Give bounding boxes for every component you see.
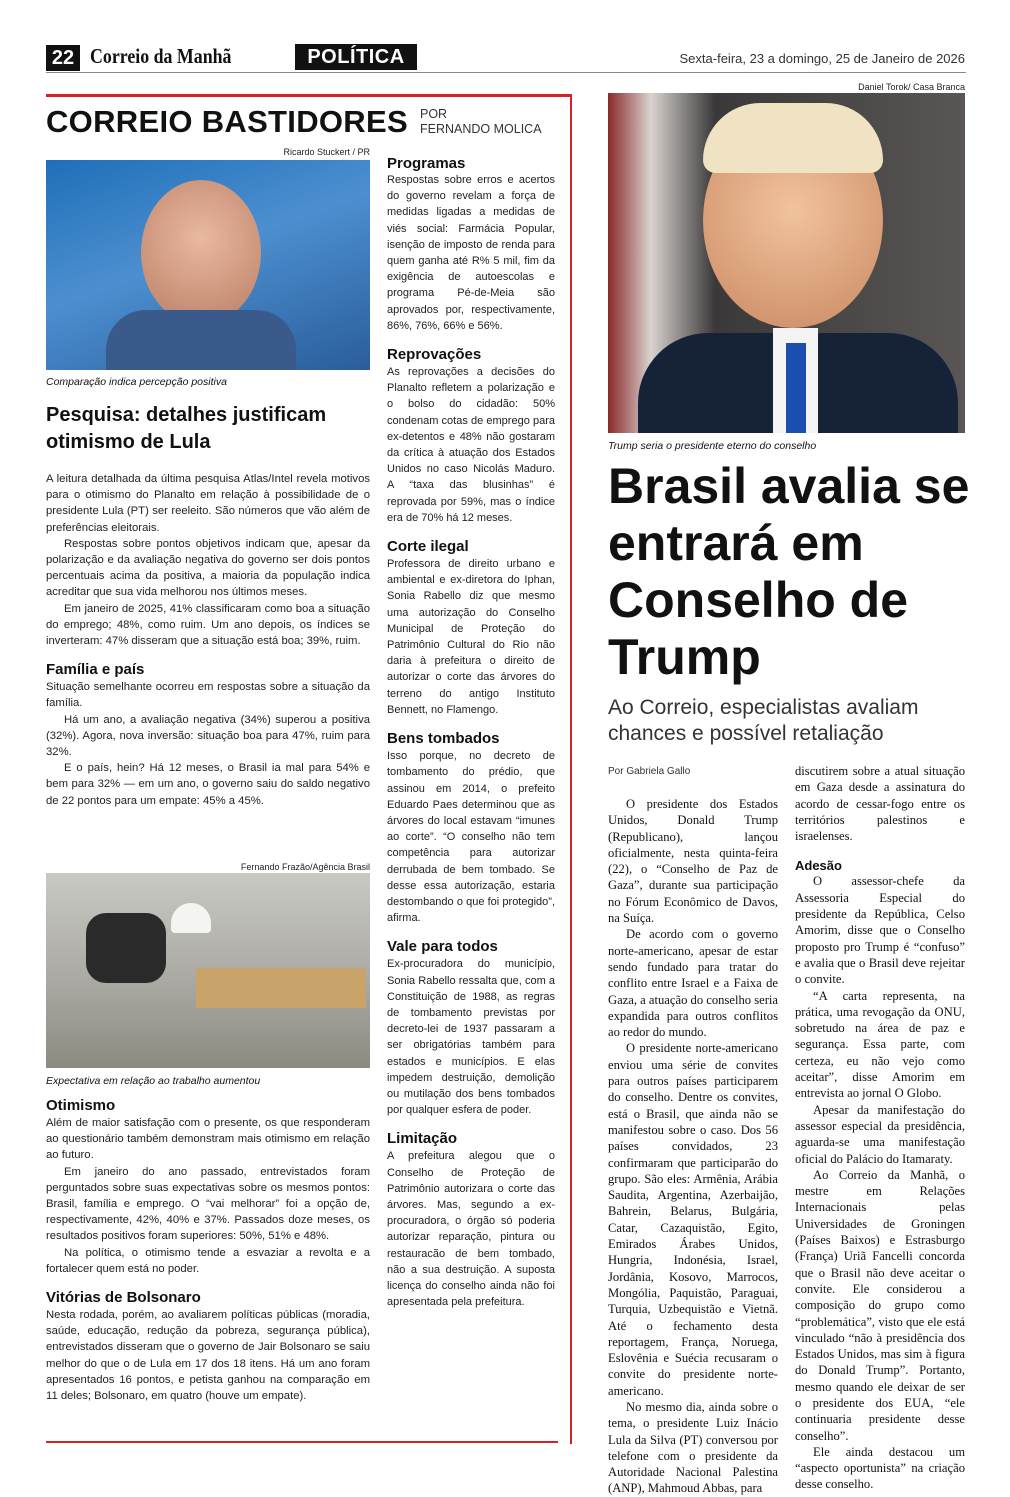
paragraph: Nesta rodada, porém, ao avaliarem políticas públicas (moradia, saúde, educação, redução da pobreza, segurança pública), entrevistados disseram que o governo de Jair Bolsonaro se saiu melhor do que o de Lula em 17 dos 18 itens. Há um ano foram apresentados 16 pontos, e petista ganhou na comparação em 11 deles; Bolsonaro, em quatro (houve um empate). bbox=[46, 1309, 370, 1403]
note-title: Vale para todos bbox=[387, 938, 498, 956]
subheading: Vitórias de Bolsonaro bbox=[46, 1289, 201, 1307]
subheading: Otimismo bbox=[46, 1097, 116, 1114]
paragraph: O presidente norte-americano enviou uma série de convites para outros países participarem do conselho. Dentre os convites, está o Brasil, que ainda não se manifestou sobre o caso. Dos 56 países convidados, 23 confirmaram que participarão do grupo. São eles: Armênia, Arábia Saudita, Argentina, Azerbaijão, Bahrein, Belarus, Bulgária, Catar, Cazaquistão, Egito, Emirados Árabes Unidos, Hungria, Indonésia, Israel, Jordânia, Kosovo, Marrocos, Mongólia, Paquistão, Paraguai, Turquia, Uzbequistão e Vietnã. Até o fechamento desta reportagem, França, Noruega, Eslovênia e Suécia recusaram o convite do presidente norte-americano. bbox=[608, 1041, 778, 1398]
note-text: Professora de direito urbano e ambiental e ex-diretora do Iphan, Sonia Rabello diz que mesmo uma autorização do Conselho Municipal de Proteção do Patrimônio Cultural do Rio não daria à prefeitura o direito de autorizar o corte das árvores do terreno do antigo Instituto Bennett, no Flamengo. bbox=[387, 558, 555, 716]
paragraph: Em janeiro do ano passado, entrevistados foram perguntados sobre suas expectativas sobre os mesmos pontos: Brasil, família e emprego. O “vai melhorar” foi a opção de, respectivamente, 42%, 40% e 37%. Passados doze meses, os resultados positivos foram superiores: 50%, 51% e 48%. bbox=[46, 1165, 370, 1243]
article-headline: Brasil avalia se entrará em Conselho de Trump bbox=[608, 458, 970, 685]
note-title: Limitação bbox=[387, 1130, 458, 1148]
article-byline: Por Gabriela Gallo bbox=[608, 766, 691, 777]
article-body-continued bbox=[46, 1097, 370, 1404]
note-title: Programas bbox=[387, 155, 466, 172]
note-title: Bens tombados bbox=[387, 730, 500, 748]
note-text: Ex-procuradora do município, Sonia Rabello ressalta que, com a Constituição de 1988, as regras de tombamento previstas por decreto-lei de 1937 passaram a ser obrigatórias também para estados e municípios. E elas impedem destruição, demolição ou mutilação dos bens tombados por qualquer esfera de poder. bbox=[387, 958, 555, 1117]
header-rule bbox=[46, 72, 966, 73]
photo-credit: Daniel Torok/ Casa Branca bbox=[858, 82, 965, 92]
subheading: Família e país bbox=[46, 661, 145, 679]
frame-bottom-rule bbox=[46, 1441, 558, 1443]
paragraph: Ao Correio da Manhã, o mestre em Relações Internacionais pelas Universidades de Groningen (Países Baixos) e Estrasburgo (França) Uriã Fancelli concorda que o Brasil não deve aceitar o convite. Ele considerou a composição do grupo como “problemática”, visto que ele está vinculado “não à presidência dos Estados Unidos, mas sim à figura do Donald Trump”. Portanto, mesmo quando ele deixar de ser o presidente dos EUA, “ele continuaria presidente desse conselho”. bbox=[795, 1167, 965, 1443]
paragraph: No mesmo dia, ainda sobre o tema, o presidente Luiz Inácio Lula da Silva (PT) conversou por telefone com o presidente da Autoridade Nacional Palestina (ANP), Mahmoud Abbas, para bbox=[608, 1399, 778, 1496]
paragraph: Na política, o otimismo tende a esvaziar a revolta e a fortalecer quem está no poder. bbox=[46, 1246, 370, 1275]
paragraph: Respostas sobre pontos objetivos indicam que, apesar da polarização e da avaliação negativa do governo ser dois pontos percentuais acima da positiva, a maioria da população indica acreditar que sua vida melhorou nos últimos meses. bbox=[46, 537, 370, 599]
column-byline bbox=[420, 107, 542, 137]
article-column-1 bbox=[608, 796, 778, 1497]
paragraph: Além de maior satisfação com o presente, os que responderam ao questionário também demonstram mais otimismo em relação ao futuro. bbox=[46, 1117, 370, 1162]
page-number: 22 bbox=[46, 45, 80, 71]
frame-side-rule bbox=[570, 94, 572, 1444]
column-title: CORREIO BASTIDORES bbox=[46, 104, 408, 139]
frame-top-rule bbox=[46, 94, 572, 97]
photo-caption: Expectativa em relação ao trabalho aumentou bbox=[46, 1075, 261, 1087]
paragraph: Apesar da manifestação do assessor especial da presidência, aguarda-se uma manifestação oficial do Palácio do Itamaraty. bbox=[795, 1102, 965, 1166]
notes-column bbox=[387, 155, 555, 1310]
paragraph: Ele ainda destacou um “aspecto oportunista” na criação desse conselho. bbox=[795, 1444, 965, 1492]
paragraph: discutirem sobre a atual situação em Gaza desde a assinatura do acordo de cessar-fogo entre os territórios palestinos e israelenses. bbox=[795, 764, 965, 844]
paragraph: O assessor-chefe da Assessoria Especial do presidente da República, Celso Amorim, disse que o Conselho proposto pro Trump é “confuso” e avalia que o Brasil deve rejeitar o convite. bbox=[795, 874, 965, 987]
paragraph: De acordo com o governo norte-americano, apesar de estar sendo fundado para tratar do conflito entre Israel e a Faixa de Gaza, a atuação do conselho seria expandida para outros conflitos ao redor do mundo. bbox=[608, 927, 778, 1040]
note-text: As reprovações a decisões do Planalto refletem a polarização e o bolso do cidadão: 50% condenam cotas de emprego para ex-detentos e 48% não gostaram da crítica à atuação dos Estados Unidos no caso Nicolás Maduro. A “taxa das blusinhas” é reprovada por 59%, mas o índice era de 70% há 12 meses. bbox=[387, 366, 555, 524]
worker-photo bbox=[46, 873, 370, 1068]
note-text: A prefeitura alegou que o Conselho de Proteção de Patrimônio autorizara o corte das árvores. Mas, segundo a ex-procuradora, o órgão só poderia autorizar reparação, pintura ou restauracão de bem tombado, não a sua destruição. A suposta licença do conselho ainda não foi apresentada pela prefeitura. bbox=[387, 1150, 555, 1309]
lula-photo bbox=[46, 160, 370, 370]
article-headline: Pesquisa: detalhes justificam otimismo de Lula bbox=[46, 404, 327, 453]
photo-credit: Fernando Frazão/Agência Brasil bbox=[240, 862, 370, 872]
section-label: POLÍTICA bbox=[295, 44, 417, 70]
note-text: Respostas sobre erros e acertos do governo revelam a força de medidas ligadas a medidas de viés social: Farmácia Popular, isenção de imposto de renda para quem ganha até R% 5 mil, fim da exigência de autoescolas e programa Pé-de-Meia são aprovados por, respectivamente, 86%, 76%, 66% e 56%. bbox=[387, 174, 555, 332]
paragraph: Em janeiro de 2025, 41% classificaram como boa a situação do emprego; 48%, como ruim. Um ano depois, os índices se inverteram: 47% disseram que a situação está boa; 39%, ruim. bbox=[46, 602, 370, 648]
photo-caption: Comparação indica percepção positiva bbox=[46, 376, 227, 388]
subheading: Adesão bbox=[795, 858, 842, 874]
note-title: Corte ilegal bbox=[387, 538, 469, 556]
photo-caption: Trump seria o presidente eterno do conselho bbox=[608, 440, 817, 452]
paragraph: A leitura detalhada da última pesquisa Atlas/Intel revela motivos para o otimismo do Planalto em relação à possibilidade de o presidente Lula (PT) ser reeleito. São números que vão além de preferências eleitorais. bbox=[46, 473, 370, 534]
note-title: Reprovações bbox=[387, 346, 482, 364]
newspaper-logo: Correio da Manhã bbox=[90, 44, 232, 68]
column-author: FERNANDO MOLICA bbox=[420, 122, 542, 136]
paragraph: Há um ano, a avaliação negativa (34%) superou a positiva (32%). Agora, nova inversão: situação boa para 47%, ruim para 32%. bbox=[46, 713, 370, 759]
article-deck: Ao Correio, especialistas avaliam chances e possível retaliação bbox=[608, 696, 919, 745]
by-label: POR bbox=[420, 107, 448, 121]
paragraph: E o país, hein? Há 12 meses, o Brasil ia mal para 54% e bem para 32% — em um ano, o governo saiu do saldo negativo de 22 pontos para um empate: 45% a 45%. bbox=[46, 762, 370, 807]
paragraph: “A carta representa, na prática, uma revogação da ONU, sobretudo na área de paz e segurança. Essa parte, com certeza, eu não vejo como aceitar”, disse Amorim em entrevista ao jornal O Globo. bbox=[795, 988, 965, 1101]
paragraph: Situação semelhante ocorreu em respostas sobre a situação da família. bbox=[46, 681, 370, 710]
note-text: Isso porque, no decreto de tombamento do prédio, que assinou em 2014, o prefeito Eduardo Paes determinou que as árvores do local estavam “imunes ao corte”. “O conselho não tem competência para autorizar derrubada de bem tombado. Se desse essa autorização, estaria destombando o que foi protegido”, afirma. bbox=[387, 750, 555, 925]
photo-credit: Ricardo Stuckert / PR bbox=[283, 147, 370, 157]
article-column-2 bbox=[795, 763, 965, 1493]
article-body-intro bbox=[46, 471, 370, 809]
edition-date: Sexta-feira, 23 a domingo, 25 de Janeiro de 2026 bbox=[679, 51, 965, 66]
paragraph: O presidente dos Estados Unidos, Donald Trump (Republicano), lançou oficialmente, nesta quinta-feira (22), o “Conselho de Paz de Gaza”, durante sua participação no Fórum Econômico de Davos, na Suíça. bbox=[608, 797, 778, 926]
trump-photo bbox=[608, 93, 965, 433]
